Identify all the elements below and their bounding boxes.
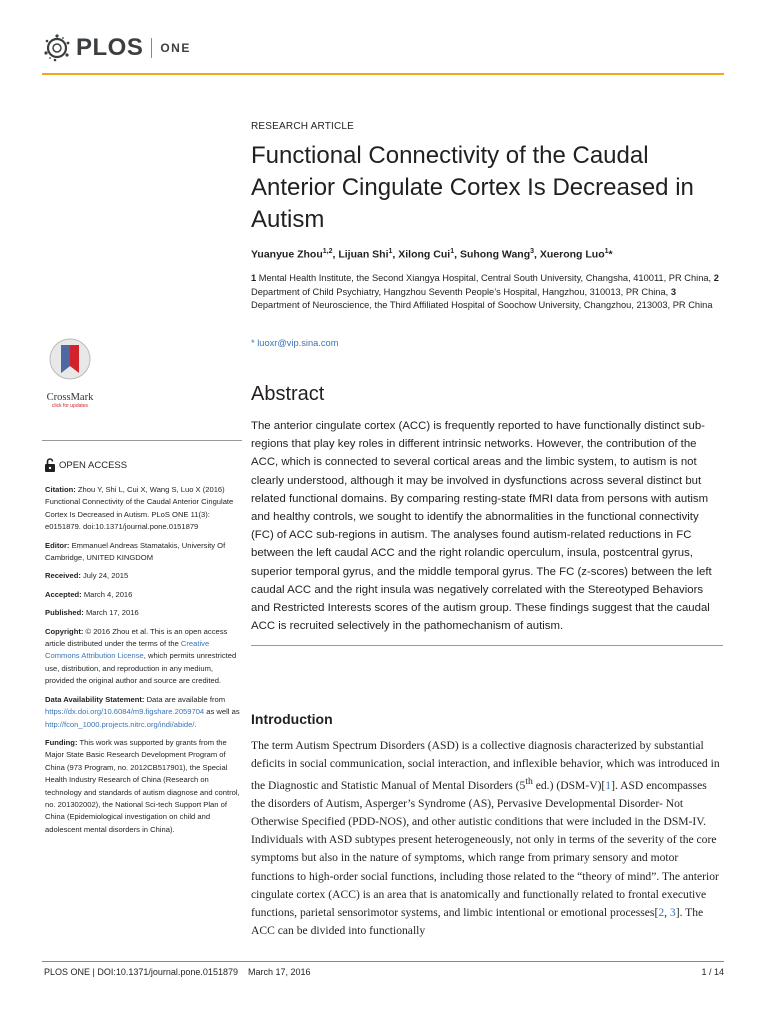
editor-label: Editor: bbox=[45, 540, 70, 550]
abstract-body: The anterior cingulate cortex (ACC) is frequently reported to have functionally distinct sub-regions that play key roles in different intrinsic networks. However, the contribution of the ACC, which is connected to several cortical areas and the limbic system, to autism is not clearly understood, although it may be involved in dysfunctions across several distinct but related functional domains. By comparing resting-state fMRI data from persons with autism and healthy controls, we sought to identify the abnormalities in the functional connectivity (FC) of ACC sub-regions in autism. The analyses found autism-related reductions in FC between the left caudal ACC and the right rolandic operculum, insula, postcentral gyrus, superior temporal gyrus, and the middle temporal gyrus. The FC (z-scores) between the left caudal ACC and the right insula was negatively correlated with the Stereotyped Behaviors and Restricted Interests scores of the autism group. These findings suggest that the caudal ACC is recruited selectively in the pathomechanism of autism. bbox=[251, 420, 712, 633]
author-separator: , bbox=[534, 248, 540, 261]
license-link[interactable]: Creative Commons Attribution License bbox=[45, 639, 210, 661]
crossmark-subtext: click for updates bbox=[51, 403, 89, 409]
article-type: RESEARCH ARTICLE bbox=[251, 121, 355, 132]
data-availability-text: as well as bbox=[204, 707, 240, 717]
open-access-badge bbox=[44, 458, 127, 472]
reference-link-1[interactable]: 1 bbox=[605, 779, 612, 793]
affiliation-text: Department of Child Psychiatry, Hangzhou Seventh People’s Hospital, Hangzhou, 310013, PR China, bbox=[251, 286, 671, 297]
article-metadata-sidebar bbox=[45, 484, 241, 842]
published-date bbox=[45, 607, 241, 619]
figshare-link[interactable]: https://dx.doi.org/10.6084/m9.figshare.2059704 bbox=[45, 707, 205, 717]
reference-link-3[interactable]: 3 bbox=[669, 905, 676, 919]
intro-text: The term Autism Spectrum Disorders (ASD) is a collective diagnosis characterized by substantial deficits in social communication, social interaction, and inflexible behavior, which was introduced in the Diagnostic and Statistic Manual of Mental Disorders (5 bbox=[251, 739, 720, 793]
affiliation-text: Mental Health Institute, the Second Xiangya Hospital, Central South University, Changsha, 410011, PR China, bbox=[258, 273, 714, 283]
funding-label: Funding: bbox=[45, 737, 78, 747]
author-name[interactable]: Lijuan Shi bbox=[338, 248, 389, 261]
correspondence-email-link[interactable]: luoxr@vip.sina.com bbox=[257, 338, 339, 348]
accepted-label: Accepted: bbox=[45, 589, 82, 599]
footer-citation: PLOS ONE | DOI:10.1371/journal.pone.0151879 March 17, 2016 bbox=[44, 967, 311, 977]
affiliation-number: 2 bbox=[713, 273, 719, 283]
data-availability-label: Data Availability Statement: bbox=[45, 694, 145, 704]
journal-name: ONE bbox=[160, 41, 191, 55]
citation-label: Citation: bbox=[45, 485, 76, 494]
crossmark-icon bbox=[48, 335, 92, 385]
published-text: March 17, 2016 bbox=[83, 608, 139, 618]
brand-name: PLOS bbox=[76, 34, 144, 61]
author-separator: , bbox=[392, 248, 399, 261]
crossmark-label: CrossMark bbox=[46, 392, 94, 403]
copyright-label: Copyright: bbox=[45, 626, 84, 636]
editor-text: Emmanuel Andreas Stamatakis, University Of Cambridge, UNITED KINGDOM bbox=[45, 540, 226, 563]
journal-logo[interactable] bbox=[42, 32, 191, 64]
reference-link-2[interactable]: 2 bbox=[658, 905, 665, 919]
author-list bbox=[251, 248, 731, 261]
author-separator: * bbox=[608, 248, 613, 261]
author-separator: , bbox=[454, 248, 460, 261]
citation-text: Zhou Y, Shi L, Cui X, Wang S, Luo X (2016) Functional Connectivity of the Caudal Anterior Cingulate Cortex Is Decreased in Autism. PLoS ONE 11(3): e0151879. doi:10.1371/journal.pone.0151879 bbox=[45, 485, 234, 532]
received-text: July 24, 2015 bbox=[80, 571, 129, 581]
intro-text: ]. The ACC can be divided into functionally bbox=[251, 905, 704, 937]
author-affiliation-mark: 3 bbox=[530, 248, 535, 255]
intro-text: ed.) (DSM-V)[ bbox=[532, 779, 606, 793]
author-affiliation-mark: 1,2 bbox=[322, 248, 333, 255]
accepted-text: March 4, 2016 bbox=[81, 589, 133, 599]
editor bbox=[45, 540, 241, 565]
open-access-label: OPEN ACCESS bbox=[59, 459, 128, 471]
open-lock-icon bbox=[44, 458, 56, 472]
author-name[interactable]: Xuerong Luo bbox=[539, 248, 605, 261]
article-title: Functional Connectivity of the Caudal Anterior Cingulate Cortex Is Decreased in Autism bbox=[251, 142, 694, 233]
affiliations bbox=[251, 272, 721, 313]
received-date bbox=[45, 570, 241, 582]
footer-rule bbox=[42, 961, 724, 962]
intro-text: ]. ASD encompasses the disorders of Autism, Asperger’s Syndrome (AS), Pervasive Developmental Disorder- Not Otherwise Specified (PDD-NOS), and other autistic conditions that were included in the DSM-IV. Individuals with ASD subtypes present heterogeneously, not only in terms of the severity of the core symptoms but also in the nature of symptoms, which range from primary sensory and motor functions to high-order social functions, including those related to the “theory of mind”. The anterior cingulate cortex (ACC) is an area that is anatomically and functionally related to frontal executive functions, parietal sensorimotor systems, and limbic intentional or emotional processes[ bbox=[251, 779, 719, 919]
abstract-divider bbox=[251, 645, 723, 646]
accepted-date bbox=[45, 589, 241, 601]
correspondence-mark: * bbox=[251, 338, 258, 348]
intro-superscript: th bbox=[525, 776, 533, 788]
author-affiliation-mark: 1 bbox=[604, 248, 609, 255]
author-affiliation-mark: 1 bbox=[388, 248, 393, 255]
author-name[interactable]: Xilong Cui bbox=[398, 248, 451, 261]
funding-text: This work was supported by grants from the Major State Basic Research Development Program of China (973 Program, no. 2012CB517901), the Special Health Industry Research of China (Research on technology and standards of autism diagnose and control, no. 201302002), the National Sci-tech Support Plan of China (Epidemiological investigation on child and adolescent mental disorders in China). bbox=[45, 737, 240, 834]
author-separator: , bbox=[332, 248, 339, 261]
introduction-body bbox=[251, 737, 723, 940]
affiliation-number: 1 bbox=[251, 273, 257, 283]
crossmark-badge[interactable] bbox=[40, 335, 100, 409]
author-name[interactable]: Suhong Wang bbox=[459, 248, 531, 261]
copyright bbox=[45, 626, 241, 688]
author-affiliation-mark: 1 bbox=[450, 248, 455, 255]
affiliation-number: 3 bbox=[670, 286, 676, 297]
sidebar-divider bbox=[42, 440, 242, 441]
logo-divider bbox=[151, 38, 152, 58]
copyright-text: © 2016 Zhou et al. This is an open access article distributed under the terms of the bbox=[45, 626, 228, 649]
funding bbox=[45, 737, 241, 836]
received-label: Received: bbox=[45, 571, 81, 581]
data-availability bbox=[45, 694, 241, 731]
correspondence bbox=[251, 338, 338, 348]
affiliation-text: Department of Neuroscience, the Third Affiliated Hospital of Soochow University, Changzhou, 213003, PR China bbox=[251, 300, 713, 311]
data-availability-text: . bbox=[194, 719, 197, 729]
page-number: 1 / 14 bbox=[701, 967, 724, 977]
author-name[interactable]: Yuanyue Zhou bbox=[251, 248, 323, 261]
published-label: Published: bbox=[45, 608, 84, 618]
citation bbox=[45, 484, 241, 534]
abide-link[interactable]: http://fcon_1000.projects.nitrc.org/indi/abide/ bbox=[45, 719, 195, 729]
header-rule bbox=[42, 73, 724, 75]
data-availability-text: Data are available from bbox=[144, 694, 226, 704]
plos-logo-icon bbox=[42, 33, 72, 63]
copyright-text: , which permits unrestricted use, distribution, and reproduction in any medium, provided the original author and source are credited. bbox=[45, 651, 237, 686]
abstract-heading: Abstract bbox=[251, 383, 325, 405]
introduction-heading: Introduction bbox=[251, 711, 333, 727]
intro-text: , bbox=[664, 905, 670, 919]
